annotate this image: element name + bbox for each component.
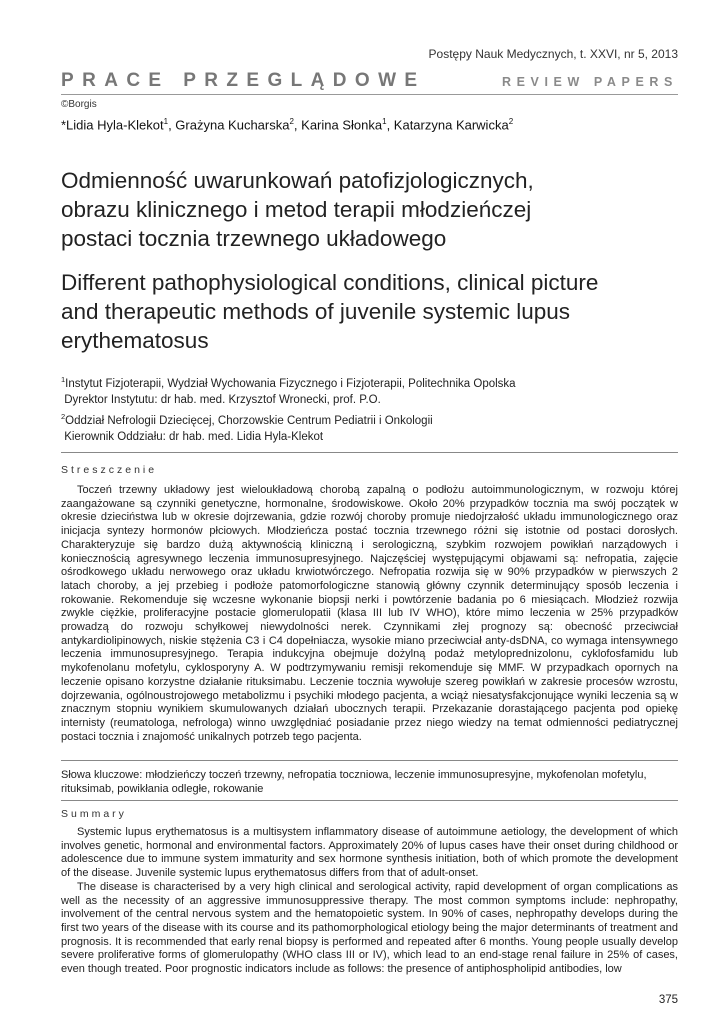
streszczenie-body: [61, 484, 678, 744]
affiliations: [61, 372, 516, 446]
title-line: Odmienność uwarunkowań patofizjologicznych,: [61, 168, 534, 193]
title-line: postaci tocznia trzewnego układowego: [61, 226, 447, 251]
affiliation-marker: 2: [61, 411, 66, 421]
affiliation-text: Dyrektor Instytutu: dr hab. med. Krzysztof Wronecki, prof. P.O.: [64, 394, 381, 407]
author-name: Karina Słonka: [301, 117, 383, 133]
streszczenie-paragraph: Toczeń trzewny układowy jest wieloukładową chorobą zapalną o podłożu autoimmunologicznym, w rozwoju której zaangażowane są czynniki genetyczne, hormonalne, środowiskowe. Około 20% przypadków tocznia ma swój początek w okresie dzieciństwa lub w okresie dojrzewania, gdzie rozwój choroby promuje niedojrzałość układu immunologicznego oraz inicjacja syntezy hormonów płciowych. Młodzieńcza postać tocznia trzewnego różni się istotnie od postaci dorosłych. Charakteryzuje się bardzo dużą aktywnością kliniczną i serologiczną, szybkim rozwojem powikłań narządowych i koniecznością agresywnego leczenia immunosupresyjnego. Najczęściej występującymi objawami są: nefropatia, zajęcie ośrodkowego układu nerwowego oraz układu krwiotwórczego. Nefropatia rozwija się w 90% przypadków w pierwszych 2 latach choroby, a jej przebieg i podłoże patomorfologiczne stanowią główny czynnik determinujący sposób leczenia i rokowanie. Rekomenduje się wczesne wykonanie biopsji nerki i powtórzenie badania po 6 miesiącach. Młodzież rozwija zwykle ciężkie, proliferacyjne postacie glomerulopatii (klasa III lub IV WHO), które mimo leczenia w 25% przypadków prowadzą do rozwoju schyłkowej niewydolności nerek. Czynnikami złej prognozy są: obecność przeciwciał antykardiolipinowych, niskie stężenia C3 i C4 dopełniacza, wysokie miano przeciwciał anty-dsDNA, co wymaga intensywnego leczenia immunosupresyjnego. Terapia indukcyjna obejmuje dożylną podaż metyloprednizolonu, cyklofosfamidu lub mykofenolanu mofetylu, cyklosporyny A. W podtrzymywaniu remisji rekomenduje się MMF. W przypadkach opornych na leczenie opisano korzystne działanie rituksimabu. Leczenie tocznia wywołuje szereg powikłań w zakresie procesów wzrostu, dojrzewania, ogólnoustrojowego metabolizmu i psychiki młodego pacjenta, a wciąż niesatysfakcjonujące wyniki leczenia są w znacznym stopniu wynikiem skumulowanych działań ubocznych terapii. Przekazanie dorastającego pacjenta pod opiekę internisty (reumatologa, nefrologa) winno uwzględniać posiadanie przez niego wiedzy na temat odmienności pediatrycznej postaci tocznia i znajomość unikalnych potrzeb tego pacjenta.: [61, 484, 678, 743]
divider: [61, 760, 678, 761]
journal-citation: Postępy Nauk Medycznych, t. XXVI, nr 5, 2013: [428, 47, 678, 61]
affiliation-line: [61, 392, 516, 409]
author-affiliation-ref: 1: [382, 117, 387, 126]
author-affiliation-ref: 2: [289, 117, 294, 126]
affiliation-line: [61, 372, 516, 392]
page-number: 375: [658, 994, 678, 1006]
title-line: obrazu klinicznego i metod terapii młodzieńczej: [61, 197, 532, 222]
summary-body: [61, 826, 678, 977]
keywords: Słowa kluczowe: młodzieńczy toczeń trzewny, nefropatia toczniowa, leczenie immunosupresyjne, mykofenolan mofetylu, rituksimab, powikłania odległe, rokowanie: [61, 769, 647, 795]
author-name: *Lidia Hyla-Klekot: [61, 117, 164, 133]
author-affiliation-ref: 2: [508, 117, 514, 126]
summary-paragraph: The disease is characterised by a very high clinical and serological activity, rapid development of organ complications as well as the necessity of an aggressive immunosuppressive therapy. The most common symptoms include: nephropathy, involvement of the central nervous system and the hematopoietic system. In 90% of cases, nephropathy develops during the first two years of the disease with its course and its pathomorphological etiology being the major determinants of treatment and prognosis. It is recommended that early renal biopsy is performed and repeated after 6 months. Young people usually develop severe proliferative forms of glomerulopathy (WHO class III or IV), which lead to an end-stage renal failure in 25% of cases, even though treated. Poor prognostic indicators include as follows: the presence of antiphospholipid antibodies, low: [61, 880, 678, 976]
title-english: [61, 268, 661, 355]
streszczenie-heading: Streszczenie: [61, 464, 158, 476]
divider: [61, 800, 678, 801]
author-name: Grażyna Kucharska: [175, 117, 290, 133]
summary-heading: Summary: [61, 808, 127, 820]
summary-paragraph: Systemic lupus erythematosus is a multisystem inflammatory disease of autoimmune aetiology, the development of which involves genetic, hormonal and environmental factors. Approximately 20% of lupus cases have their onset during childhood or adolescence due to immune system immaturity and sex hormone synthesis initiation, both of which promote the development of the disease. Juvenile systemic lupus erythematosus differs from that of adult-onset.: [61, 826, 678, 880]
author-name: Katarzyna Karwicka: [393, 117, 509, 133]
affiliation-line: [61, 409, 516, 429]
section-label-pl: PRACE PRZEGLĄDOWE: [61, 70, 426, 91]
title-line: and therapeutic methods of juvenile systemic lupus: [61, 299, 571, 324]
copyright: ©Borgis: [61, 99, 97, 110]
section-header: [61, 70, 678, 95]
affiliation-line: [61, 429, 516, 446]
section-label-en: REVIEW PAPERS: [501, 75, 678, 89]
title-line: erythematosus: [61, 328, 209, 353]
author-affiliation-ref: 1: [163, 117, 169, 126]
divider: [61, 452, 678, 453]
title-line: Different pathophysiological conditions, clinical picture: [61, 270, 599, 295]
affiliation-text: Oddział Nefrologii Dziecięcej, Chorzowskie Centrum Pediatrii i Onkologii: [65, 414, 433, 427]
affiliation-text: Kierownik Oddziału: dr hab. med. Lidia Hyla-Klekot: [64, 431, 324, 444]
author-list: *Lidia Hyla-Klekot$^1$, Grażyna Kucharska$^2$, Karina Słonka$^1$, Katarzyna Karwicka$^2$: [61, 117, 514, 133]
title-polish: [61, 166, 661, 253]
affiliation-marker: 1: [61, 375, 66, 384]
affiliation-text: Instytut Fizjoterapii, Wydział Wychowania Fizycznego i Fizjoterapii, Politechnika Opolska: [65, 377, 516, 390]
